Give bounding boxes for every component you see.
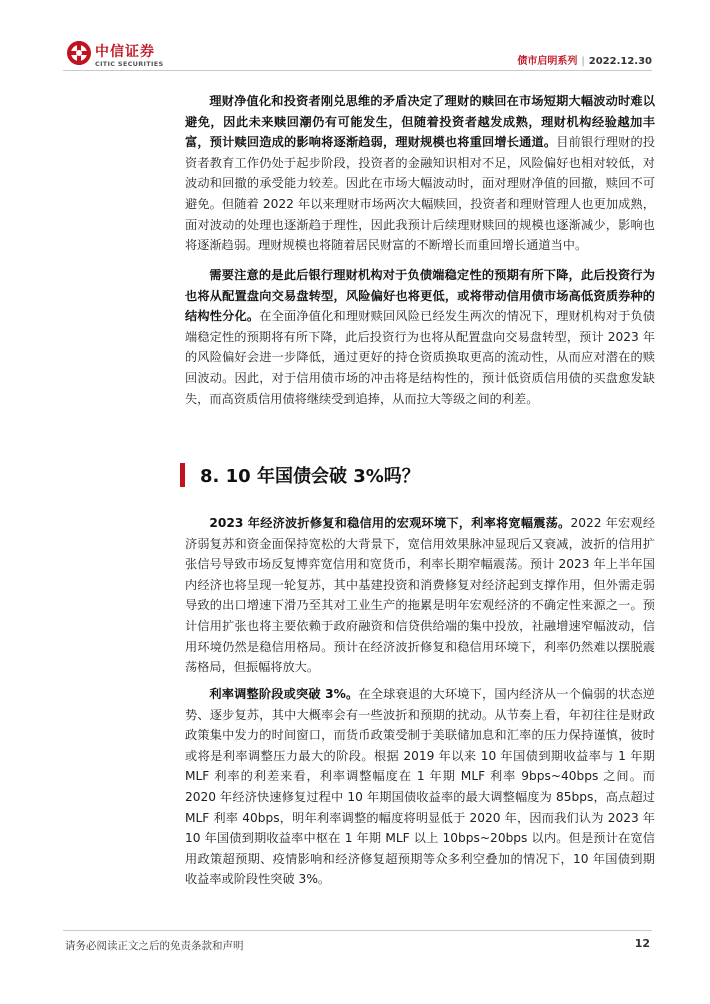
section-title: 8. 10 年国债会破 3%吗？: [200, 466, 420, 487]
paragraph-lead: 需要注意的是此后银行理财机构对于负债端稳定性的预期有所下降，此后投资行为也将从配置盘向交易盘转型，风险偏好也将更低，或将带动信用债市场高低资质券种的结构性分化。: [185, 268, 655, 324]
brand-name-en: CITIC SECURITIES: [95, 60, 164, 68]
series-name: 债市启明系列: [517, 56, 578, 67]
paragraph-body: 在全球衰退的大环境下，国内经济从一个偏弱的状态逆势、逐步复苏，其中大概率会有一些波折和预期的扰动。从节奏上看，年初往往是财政政策集中发力的时间窗口，而货币政策受制于美联储加息和汇率的压力保持谨慎，彼时或将是利率调整压力最大的阶段。根据 2019 年以来 10 年国债到期收益率与 1 年期 MLF 利率的利差来看，利率调整幅度在 1 年期 MLF 利率 9bps~40bps 之间。而 2020 年经济快速修复过程中 10 年期国债收益率的最大调整幅度为 85bps，高点超过 MLF 利率 40bps，明年利率调整的幅度将明显低于 2020 年，因而我们认为 2023 年 10 年国债到期收益率中枢在 1 年期 MLF 以上 10bps~20bps 以内。但是预计在宽信用政策超预期、疫情影响和经济修复超预期等众多利空叠加的情况下，10 年国债到期收益率或阶段性突破 3%。: [185, 687, 655, 887]
report-series: [517, 52, 652, 67]
footer-divider: [63, 930, 652, 931]
report-date: 2022.12.30: [588, 56, 652, 67]
section-marker: [180, 463, 185, 487]
paragraph-body: 在全面净值化和理财赎回风险已经发生两次的情况下，理财机构对于负债端稳定性的预期将有所下降，此后投资行为也将从配置盘向交易盘转型，预计 2023 年的风险偏好会进一步降低，通过更好的持仓资质换取更高的流动性，从而应对潜在的赎回波动。因此，对于信用债市场的冲击将是结构性的，预计低资质信用债的买盘愈发缺失，而高资质信用债将继续受到追捧，从而拉大等级之间的利差。: [185, 309, 656, 406]
paragraph-lead: 利率调整阶段或突破 3%。: [209, 687, 359, 701]
paragraph-lead: 2023 年经济波折修复和稳信用的宏观环境下，利率将宽幅震荡。: [209, 516, 571, 530]
header-divider: [63, 70, 652, 71]
paragraph-macro-environment: [185, 513, 655, 678]
series-separator: |: [581, 56, 585, 67]
paragraph-wealth-redemption: [185, 91, 655, 256]
paragraph-lead: 理财净值化和投资者刚兑思维的矛盾决定了理财的赎回在市场短期大幅波动时难以避免，因此未来赎回潮仍有可能发生，但随着投资者越发成熟，理财机构经验越加丰富，预计赎回造成的影响将逐渐趋弱，理财规模也将重回增长通道。: [185, 94, 655, 150]
brand-name-cn: 中信证券: [95, 44, 155, 60]
page-number: 12: [634, 937, 650, 950]
paragraph-rate-adjustment: [185, 684, 655, 890]
paragraph-body: 2022 年宏观经济弱复苏和资金面保持宽松的大背景下，宽信用效果脉冲显现后又衰减，波折的信用扩张信号导致市场反复博弈宽信用和宽货币，利率长期窄幅震荡。预计 2023 年上半年国内经济也将呈现一轮复苏，其中基建投资和消费修复对经济起到支撑作用，但外需走弱导致的出口增速下滑乃至其对工业生产的拖累是明年宏观经济的不确定性来源之一。预计信用扩张也将主要依赖于政府融资和信贷供给端的集中投放，社融增速窄幅波动，信用环境仍然是稳信用格局。预计在经济波折修复和稳信用环境下，利率仍然难以摆脱震荡格局，但振幅将放大。: [185, 516, 656, 675]
paragraph-body: 目前银行理财的投资者教育工作仍处于起步阶段，投资者的金融知识相对不足，风险偏好也相对较低，对波动和回撤的承受能力较差。因此在市场大幅波动时，面对理财净值的回撤，赎回不可避免。但随着 2022 年以来理财市场两次大幅赎回，投资者和理财管理人也更加成熟，面对波动的处理也逐渐趋于理性，因此我预计后续理财赎回的规模也逐渐减少，影响也将逐渐趋弱。理财规模也将随着居民财富的不断增长而重回增长通道当中。: [185, 135, 656, 253]
paragraph-liability-stability: [185, 265, 655, 409]
citic-logo-icon: [66, 40, 92, 66]
page-header: [0, 0, 710, 80]
footer-disclaimer: 请务必阅读正文之后的免责条款和声明: [65, 940, 244, 952]
